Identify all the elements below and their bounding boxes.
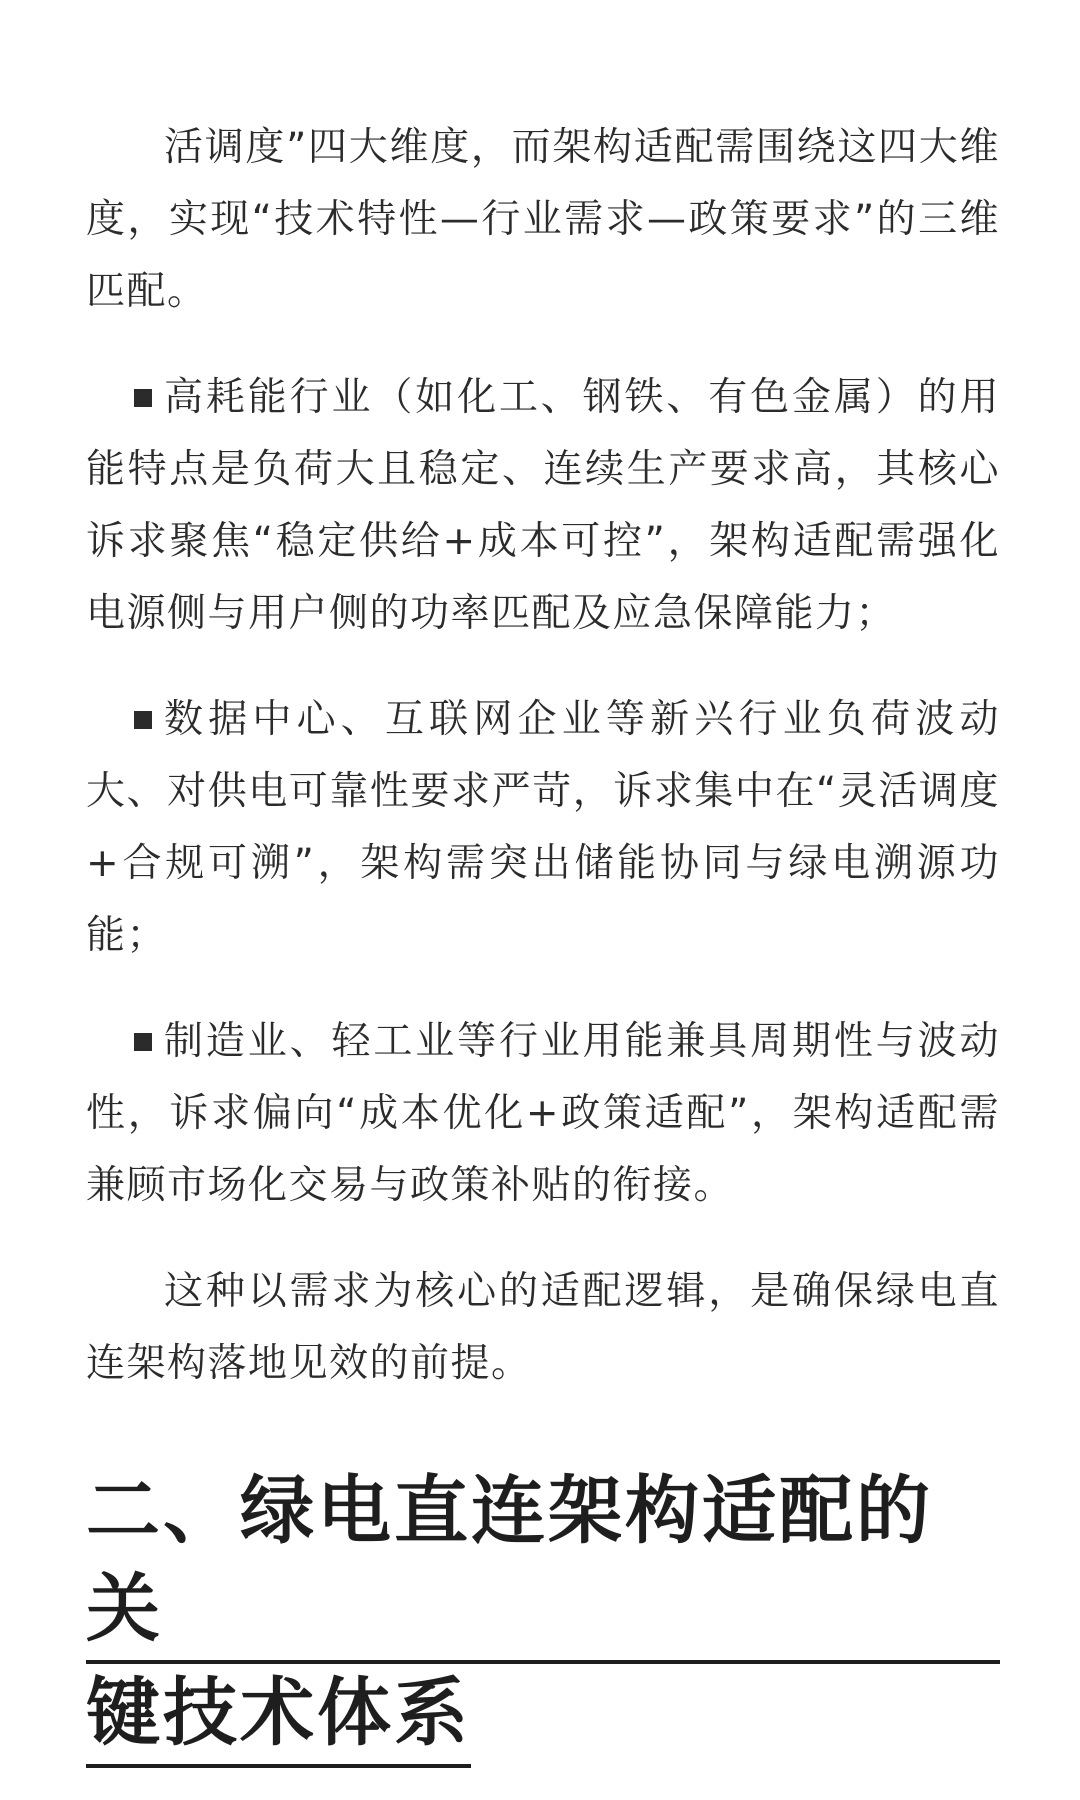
bullet-item-manufacturing <box>86 1006 1000 1222</box>
bullet-item-data-center <box>86 684 1000 972</box>
square-bullet-icon <box>134 389 152 407</box>
section-heading-line-1: 二、绿电直连架构适配的关 <box>86 1462 1000 1664</box>
conclusion-paragraph: 这种以需求为核心的适配逻辑，是确保绿电直连架构落地见效的前提。 <box>86 1269 1000 1386</box>
intro-paragraph: 活调度”四大维度，而架构适配需围绕这四大维度，实现“技术特性—行业需求—政策要求”的三维匹配。 <box>86 125 1000 314</box>
square-bullet-icon <box>134 711 152 729</box>
bullet-text: 高耗能行业（如化工、钢铁、有色金属）的用能特点是负荷大且稳定、连续生产要求高，其核心诉求聚焦“稳定供给+成本可控”，架构适配需强化电源侧与用户侧的功率匹配及应急保障能力； <box>86 375 1000 636</box>
bullet-item-high-energy <box>86 362 1000 650</box>
bullet-text: 数据中心、互联网企业等新兴行业负荷波动大、对供电可靠性要求严苛，诉求集中在“灵活调度+合规可溯”，架构需突出储能协同与绿电溯源功能； <box>86 697 1000 958</box>
bullet-text: 制造业、轻工业等行业用能兼具周期性与波动性，诉求偏向“成本优化+政策适配”，架构适配需兼顾市场化交易与政策补贴的衔接。 <box>86 1019 1000 1208</box>
section-heading <box>86 1462 1000 1768</box>
square-bullet-icon <box>134 1033 152 1051</box>
article-body <box>86 112 1000 1768</box>
section-heading-line-2: 键技术体系 <box>86 1664 471 1768</box>
